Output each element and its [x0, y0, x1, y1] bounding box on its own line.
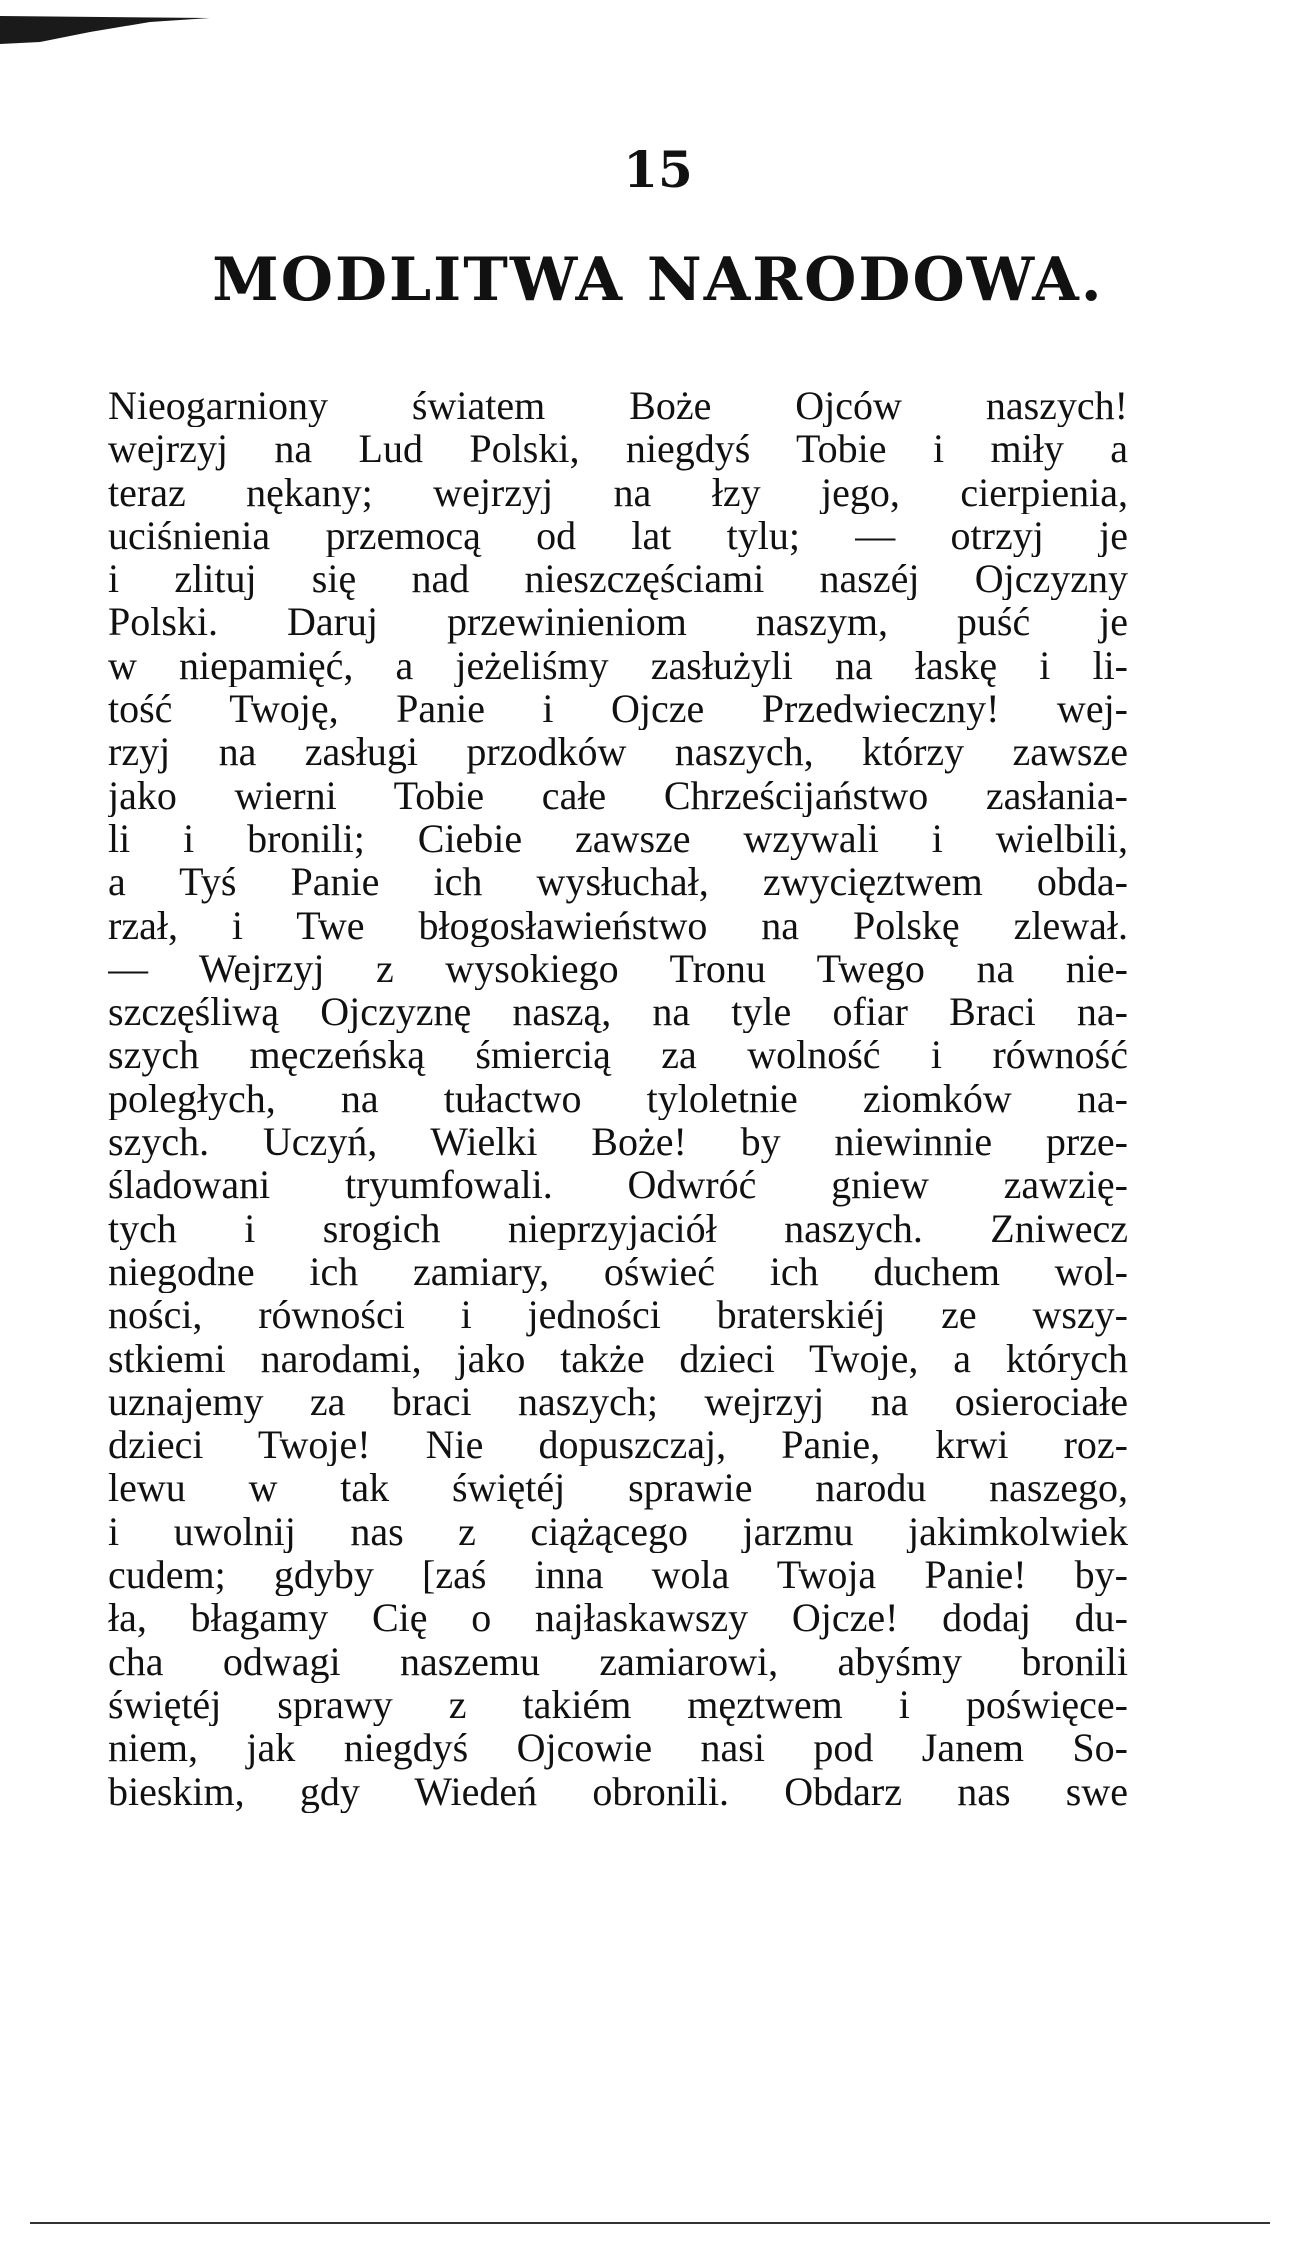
text-line: uciśnienia przemocą od lat tylu; — otrzyj je [108, 513, 1128, 558]
text-line: śladowani tryumfowali. Odwróć gniew zawzię- [108, 1163, 1128, 1207]
text-line: uznajemy za braci naszych; wejrzyj na osierociałe [108, 1379, 1128, 1424]
text-line: rzyj na zasługi przodków naszych, którzy zawsze [108, 730, 1128, 774]
text-line: li i bronili; Ciebie zawsze wzywali i wielbili, [108, 816, 1128, 861]
text-line: i zlituj się nad nieszczęściami naszéj Ojczyzny [108, 557, 1128, 601]
text-line: szych męczeńską śmiercią za wolność i równość [108, 1033, 1128, 1077]
footer-rule [30, 2222, 1270, 2224]
text-line: teraz nękany; wejrzyj na łzy jego, cierpienia, [108, 470, 1128, 514]
text-line: a Tyś Panie ich wysłuchał, zwycięztwem obda- [108, 860, 1128, 904]
text-line: lewu w tak świętéj sprawie narodu naszego, [108, 1466, 1128, 1510]
text-line: poległych, na tułactwo tyloletnie ziomków na- [108, 1076, 1128, 1121]
text-line: bieskim, gdy Wiedeń obronili. Obdarz nas swe [108, 1769, 1128, 1813]
text-line: ła, błagamy Cię o najłaskawszy Ojcze! dodaj du- [108, 1596, 1128, 1640]
text-line: niem, jak niegdyś Ojcowie nasi pod Janem So- [108, 1726, 1128, 1770]
text-line: Nieogarniony światem Boże Ojców naszych! [108, 384, 1128, 428]
text-line: w niepamięć, a jeżeliśmy zasłużyli na łaskę i li- [108, 643, 1128, 688]
text-line: szych. Uczyń, Wielki Boże! by niewinnie prze- [108, 1120, 1128, 1164]
page-title: MODLITWA NARODOWA. [212, 245, 1104, 315]
text-line: świętéj sprawy z takiém męztwem i poświęce- [108, 1682, 1128, 1727]
prayer-text [108, 384, 1128, 1813]
text-line: ności, równości i jedności braterskiéj ze wszy- [108, 1293, 1128, 1337]
text-line: i uwolnij nas z ciążącego jarzmu jakimkolwiek [108, 1509, 1128, 1554]
text-line: stkiemi narodami, jako także dzieci Twoje, a których [108, 1336, 1128, 1380]
page-number: 15 [623, 140, 693, 199]
text-line: dzieci Twoje! Nie dopuszczaj, Panie, krwi roz- [108, 1423, 1128, 1467]
text-line: szczęśliwą Ojczyznę naszą, na tyle ofiar Braci na- [108, 990, 1128, 1034]
text-line: Polski. Daruj przewinieniom naszym, puść je [108, 600, 1128, 644]
text-line: niegodne ich zamiary, oświeć ich duchem wol- [108, 1249, 1128, 1294]
text-line: cha odwagi naszemu zamiarowi, abyśmy bronili [108, 1639, 1128, 1683]
text-line: tość Twoję, Panie i Ojcze Przedwieczny! wej- [108, 687, 1128, 731]
text-line: jako wierni Tobie całe Chrześcijaństwo zasłania- [108, 773, 1128, 817]
text-line: rzał, i Twe błogosławieństwo na Polskę zlewał. [108, 903, 1128, 947]
text-line: — Wejrzyj z wysokiego Tronu Twego na nie- [108, 946, 1128, 991]
text-line: tych i srogich nieprzyjaciół naszych. Zniwecz [108, 1206, 1128, 1250]
page-corner-mark [0, 10, 210, 50]
text-line: wejrzyj na Lud Polski, niegdyś Tobie i miły a [108, 427, 1128, 471]
text-line: cudem; gdyby [zaś inna wola Twoja Panie! by- [108, 1553, 1128, 1597]
